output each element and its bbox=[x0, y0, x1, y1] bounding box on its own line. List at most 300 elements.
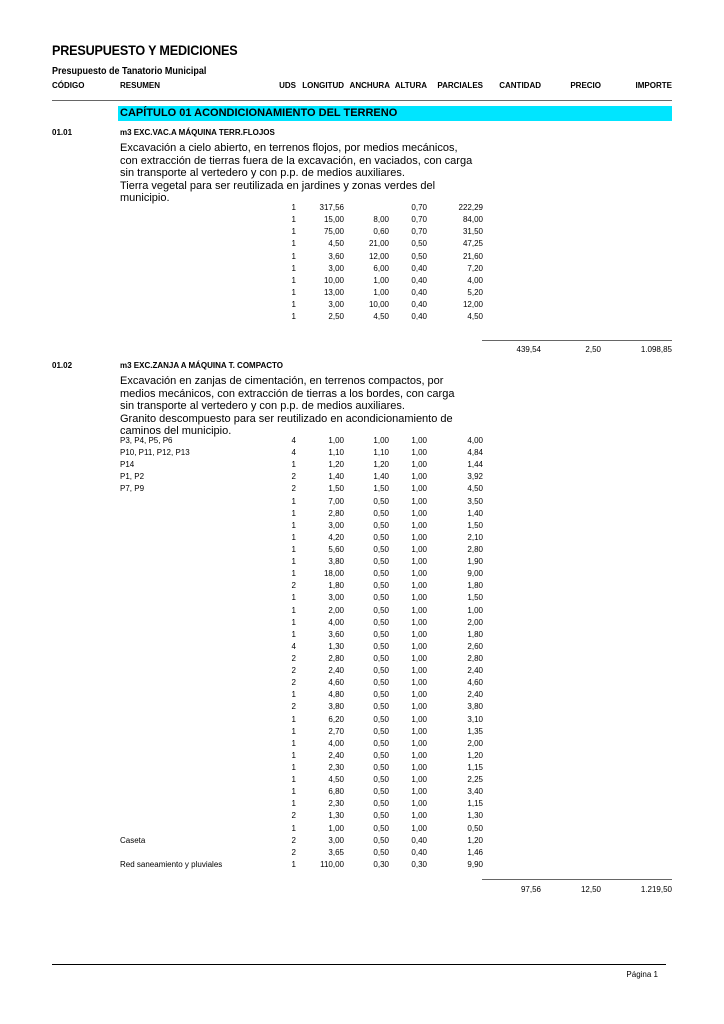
measurement-row bbox=[0, 300, 724, 312]
measure-parciales: 3,92 bbox=[467, 472, 483, 482]
measure-altura: 1,00 bbox=[411, 678, 427, 688]
measure-longitud: 1,00 bbox=[328, 436, 344, 445]
measure-anchura: 0,50 bbox=[373, 835, 389, 845]
measure-uds: 1 bbox=[291, 690, 296, 700]
document-subtitle: Presupuesto de Tanatorio Municipal bbox=[52, 66, 207, 77]
measure-anchura: 0,50 bbox=[373, 653, 389, 663]
measure-anchura: 0,50 bbox=[373, 557, 389, 567]
measure-anchura: 0,50 bbox=[373, 678, 389, 688]
measurement-row bbox=[0, 252, 724, 264]
measurement-row bbox=[0, 460, 724, 472]
measurement-row bbox=[0, 727, 724, 739]
measure-uds: 1 bbox=[291, 787, 296, 797]
measurement-row bbox=[0, 509, 724, 521]
measurement-row bbox=[0, 606, 724, 618]
measurement-row bbox=[0, 775, 724, 787]
measure-parciales: 5,20 bbox=[467, 288, 483, 298]
description-line: medios mecánicos, con extracción de tierras a los bordes, con carga bbox=[120, 387, 455, 400]
measure-anchura: 0,50 bbox=[373, 532, 389, 542]
page-number: Página 1 bbox=[626, 970, 658, 979]
measure-longitud: 4,00 bbox=[328, 617, 344, 627]
header-divider bbox=[52, 100, 672, 101]
measure-longitud: 4,20 bbox=[328, 532, 344, 542]
measurement-row bbox=[0, 654, 724, 666]
col-anchura: ANCHURA bbox=[349, 81, 390, 90]
measure-longitud: 18,00 bbox=[323, 569, 344, 579]
measure-parciales: 2,60 bbox=[467, 641, 483, 651]
measure-uds: 1 bbox=[291, 557, 296, 567]
measure-parciales: 21,60 bbox=[462, 251, 483, 261]
measure-longitud: 3,65 bbox=[328, 847, 344, 857]
measure-uds: 1 bbox=[291, 227, 296, 237]
measure-uds: 1 bbox=[291, 859, 296, 869]
measure-uds: 1 bbox=[291, 569, 296, 579]
measure-uds: 2 bbox=[291, 653, 296, 663]
measure-parciales: 4,84 bbox=[467, 448, 483, 458]
measure-longitud: 1,50 bbox=[328, 484, 344, 494]
footer-divider bbox=[52, 964, 666, 965]
measure-altura: 1,00 bbox=[411, 581, 427, 591]
measure-parciales: 1,80 bbox=[467, 629, 483, 639]
measure-uds: 1 bbox=[291, 629, 296, 639]
item-cantidad: 439,54 bbox=[516, 345, 541, 354]
measure-longitud: 4,00 bbox=[328, 738, 344, 748]
measure-longitud: 3,60 bbox=[328, 251, 344, 261]
measure-anchura: 0,50 bbox=[373, 593, 389, 603]
measure-parciales: 222,29 bbox=[458, 203, 483, 212]
measure-parciales: 1,46 bbox=[467, 847, 483, 857]
measure-altura: 1,00 bbox=[411, 484, 427, 494]
measurement-row bbox=[0, 678, 724, 690]
measure-uds: 2 bbox=[291, 847, 296, 857]
measure-uds: 1 bbox=[291, 593, 296, 603]
measure-uds: 1 bbox=[291, 775, 296, 785]
measure-altura: 0,70 bbox=[411, 215, 427, 225]
measure-parciales: 47,25 bbox=[462, 239, 483, 249]
measure-parciales: 4,00 bbox=[467, 275, 483, 285]
measure-anchura: 0,50 bbox=[373, 726, 389, 736]
measurement-row bbox=[0, 312, 724, 324]
measure-uds: 1 bbox=[291, 239, 296, 249]
measure-parciales: 1,20 bbox=[467, 835, 483, 845]
measure-parciales: 2,40 bbox=[467, 690, 483, 700]
measure-altura: 1,00 bbox=[411, 714, 427, 724]
measure-label: Red saneamiento y pluviales bbox=[120, 859, 223, 869]
measure-longitud: 1,10 bbox=[328, 448, 344, 458]
measure-anchura: 4,50 bbox=[373, 312, 389, 322]
measure-longitud: 4,60 bbox=[328, 678, 344, 688]
measure-uds: 1 bbox=[291, 496, 296, 506]
measure-altura: 1,00 bbox=[411, 726, 427, 736]
description-line: municipio. bbox=[120, 192, 170, 205]
measure-altura: 1,00 bbox=[411, 569, 427, 579]
measure-altura: 1,00 bbox=[411, 629, 427, 639]
measure-altura: 1,00 bbox=[411, 738, 427, 748]
measurement-row bbox=[0, 690, 724, 702]
measure-altura: 0,30 bbox=[411, 859, 427, 869]
measure-uds: 1 bbox=[291, 532, 296, 542]
measure-parciales: 1,00 bbox=[467, 605, 483, 615]
measure-anchura: 0,50 bbox=[373, 738, 389, 748]
measure-anchura: 0,50 bbox=[373, 629, 389, 639]
measure-parciales: 2,00 bbox=[467, 738, 483, 748]
chapter-heading: CAPÍTULO 01 ACONDICIONAMIENTO DEL TERRENO bbox=[118, 106, 672, 121]
measure-longitud: 3,00 bbox=[328, 593, 344, 603]
measure-altura: 1,00 bbox=[411, 593, 427, 603]
measure-uds: 4 bbox=[291, 448, 296, 458]
measure-uds: 1 bbox=[291, 215, 296, 225]
measure-anchura: 0,50 bbox=[373, 787, 389, 797]
measure-parciales: 7,20 bbox=[467, 263, 483, 273]
measure-parciales: 1,20 bbox=[467, 750, 483, 760]
measure-altura: 1,00 bbox=[411, 605, 427, 615]
measurement-row bbox=[0, 264, 724, 276]
measure-altura: 1,00 bbox=[411, 653, 427, 663]
measure-longitud: 2,80 bbox=[328, 653, 344, 663]
measure-anchura: 1,40 bbox=[373, 472, 389, 482]
measurement-row bbox=[0, 557, 724, 569]
measure-label: P3, P4, P5, P6 bbox=[120, 436, 173, 445]
measure-altura: 0,70 bbox=[411, 203, 427, 212]
measure-uds: 1 bbox=[291, 726, 296, 736]
total-divider bbox=[482, 340, 672, 341]
measure-altura: 1,00 bbox=[411, 460, 427, 470]
measure-longitud: 1,30 bbox=[328, 641, 344, 651]
total-divider bbox=[482, 879, 672, 880]
measure-uds: 2 bbox=[291, 702, 296, 712]
measure-parciales: 1,50 bbox=[467, 593, 483, 603]
measure-altura: 1,00 bbox=[411, 532, 427, 542]
measure-longitud: 75,00 bbox=[323, 227, 344, 237]
measure-longitud: 2,40 bbox=[328, 750, 344, 760]
measure-altura: 1,00 bbox=[411, 508, 427, 518]
measure-parciales: 0,50 bbox=[467, 823, 483, 833]
measure-label: P10, P11, P12, P13 bbox=[120, 448, 190, 458]
item-unit-name: m3 EXC.VAC.A MÁQUINA TERR.FLOJOS bbox=[120, 128, 275, 137]
measure-parciales: 84,00 bbox=[462, 215, 483, 225]
measure-parciales: 1,40 bbox=[467, 508, 483, 518]
measure-parciales: 1,44 bbox=[467, 460, 483, 470]
measure-uds: 1 bbox=[291, 312, 296, 322]
measure-uds: 1 bbox=[291, 544, 296, 554]
measurement-row bbox=[0, 593, 724, 605]
measure-parciales: 2,80 bbox=[467, 544, 483, 554]
measurement-row bbox=[0, 824, 724, 836]
measure-uds: 2 bbox=[291, 472, 296, 482]
measure-altura: 0,70 bbox=[411, 227, 427, 237]
measure-parciales: 2,00 bbox=[467, 617, 483, 627]
measurement-row bbox=[0, 545, 724, 557]
measure-anchura: 8,00 bbox=[373, 215, 389, 225]
measure-label: P14 bbox=[120, 460, 135, 470]
measurement-row bbox=[0, 497, 724, 509]
measurement-row bbox=[0, 448, 724, 460]
measure-longitud: 2,30 bbox=[328, 799, 344, 809]
measure-anchura: 0,50 bbox=[373, 799, 389, 809]
measure-longitud: 6,80 bbox=[328, 787, 344, 797]
measure-longitud: 1,30 bbox=[328, 811, 344, 821]
measure-anchura: 0,50 bbox=[373, 690, 389, 700]
item-importe: 1.098,85 bbox=[640, 345, 672, 354]
measure-longitud: 1,00 bbox=[328, 823, 344, 833]
item-code: 01.01 bbox=[52, 128, 73, 137]
measure-label: Caseta bbox=[120, 835, 146, 845]
measure-label: P7, P9 bbox=[120, 484, 145, 494]
measure-longitud: 2,80 bbox=[328, 508, 344, 518]
measure-longitud: 4,50 bbox=[328, 775, 344, 785]
measure-longitud: 2,30 bbox=[328, 762, 344, 772]
measurement-row bbox=[0, 569, 724, 581]
measurement-row bbox=[0, 630, 724, 642]
measure-parciales: 9,90 bbox=[467, 859, 483, 869]
measure-uds: 2 bbox=[291, 678, 296, 688]
measure-altura: 0,40 bbox=[411, 263, 427, 273]
measure-longitud: 317,56 bbox=[319, 203, 344, 212]
measure-longitud: 3,60 bbox=[328, 629, 344, 639]
measure-uds: 1 bbox=[291, 263, 296, 273]
measure-parciales: 3,40 bbox=[467, 787, 483, 797]
measure-altura: 1,00 bbox=[411, 775, 427, 785]
measurement-row bbox=[0, 666, 724, 678]
measure-uds: 1 bbox=[291, 714, 296, 724]
measure-longitud: 6,20 bbox=[328, 714, 344, 724]
measure-altura: 0,40 bbox=[411, 835, 427, 845]
measure-parciales: 1,15 bbox=[467, 762, 483, 772]
measurement-row bbox=[0, 581, 724, 593]
measure-altura: 0,40 bbox=[411, 847, 427, 857]
measure-altura: 0,40 bbox=[411, 288, 427, 298]
measure-parciales: 31,50 bbox=[462, 227, 483, 237]
col-altura: ALTURA bbox=[394, 81, 427, 90]
measure-altura: 1,00 bbox=[411, 436, 427, 445]
measure-uds: 2 bbox=[291, 811, 296, 821]
measure-parciales: 1,30 bbox=[467, 811, 483, 821]
measurement-row bbox=[0, 533, 724, 545]
measure-altura: 1,00 bbox=[411, 544, 427, 554]
measure-parciales: 2,10 bbox=[467, 532, 483, 542]
measure-longitud: 2,70 bbox=[328, 726, 344, 736]
measure-anchura: 1,50 bbox=[373, 484, 389, 494]
measure-anchura: 1,10 bbox=[373, 448, 389, 458]
measure-altura: 1,00 bbox=[411, 787, 427, 797]
measurement-row bbox=[0, 860, 724, 872]
item-importe: 1.219,50 bbox=[640, 885, 672, 894]
description-line: sin transporte al vertedero y con p.p. de medios auxiliares. bbox=[120, 400, 405, 413]
measure-uds: 1 bbox=[291, 762, 296, 772]
col-precio: PRECIO bbox=[570, 81, 601, 90]
col-parciales: PARCIALES bbox=[437, 81, 483, 90]
measure-anchura: 0,50 bbox=[373, 702, 389, 712]
col-uds: UDS bbox=[279, 81, 296, 90]
measure-altura: 0,40 bbox=[411, 312, 427, 322]
measure-altura: 1,00 bbox=[411, 448, 427, 458]
measure-longitud: 3,00 bbox=[328, 835, 344, 845]
measure-anchura: 0,50 bbox=[373, 496, 389, 506]
item-description bbox=[120, 142, 480, 205]
measure-parciales: 4,50 bbox=[467, 484, 483, 494]
measurement-row bbox=[0, 763, 724, 775]
measure-longitud: 3,00 bbox=[328, 520, 344, 530]
measure-altura: 1,00 bbox=[411, 496, 427, 506]
measure-altura: 0,50 bbox=[411, 239, 427, 249]
measurement-row bbox=[0, 836, 724, 848]
measure-uds: 1 bbox=[291, 300, 296, 310]
measure-anchura: 1,00 bbox=[373, 288, 389, 298]
measurement-row bbox=[0, 239, 724, 251]
measurement-row bbox=[0, 215, 724, 227]
measure-anchura: 1,00 bbox=[373, 436, 389, 445]
measure-uds: 1 bbox=[291, 275, 296, 285]
measure-anchura: 0,60 bbox=[373, 227, 389, 237]
measure-parciales: 3,10 bbox=[467, 714, 483, 724]
measure-uds: 1 bbox=[291, 750, 296, 760]
measure-longitud: 15,00 bbox=[323, 215, 344, 225]
measure-parciales: 4,50 bbox=[467, 312, 483, 322]
measurement-row bbox=[0, 702, 724, 714]
measure-uds: 1 bbox=[291, 799, 296, 809]
description-line: Granito descompuesto para ser reutilizado en acondicionamiento de bbox=[120, 412, 453, 425]
measure-longitud: 3,80 bbox=[328, 702, 344, 712]
description-line: con extracción de tierras fuera de la excavación, en vaciados, con carga bbox=[120, 154, 473, 167]
measure-longitud: 4,50 bbox=[328, 239, 344, 249]
col-importe: IMPORTE bbox=[635, 81, 672, 90]
measure-anchura: 0,30 bbox=[373, 859, 389, 869]
measure-uds: 1 bbox=[291, 203, 296, 212]
measure-parciales: 9,00 bbox=[467, 569, 483, 579]
item-precio: 12,50 bbox=[580, 885, 601, 894]
measure-anchura: 0,50 bbox=[373, 775, 389, 785]
measure-parciales: 1,35 bbox=[467, 726, 483, 736]
measure-parciales: 4,00 bbox=[467, 436, 483, 445]
measurement-row bbox=[0, 484, 724, 496]
measure-parciales: 2,25 bbox=[467, 775, 483, 785]
measure-longitud: 1,40 bbox=[328, 472, 344, 482]
measure-altura: 0,40 bbox=[411, 300, 427, 310]
measure-uds: 2 bbox=[291, 666, 296, 676]
measure-altura: 1,00 bbox=[411, 666, 427, 676]
measure-uds: 4 bbox=[291, 641, 296, 651]
measure-parciales: 3,80 bbox=[467, 702, 483, 712]
measure-longitud: 3,00 bbox=[328, 263, 344, 273]
measure-uds: 1 bbox=[291, 251, 296, 261]
measure-altura: 1,00 bbox=[411, 520, 427, 530]
measure-altura: 1,00 bbox=[411, 690, 427, 700]
measure-altura: 1,00 bbox=[411, 811, 427, 821]
measure-altura: 1,00 bbox=[411, 762, 427, 772]
measure-anchura: 10,00 bbox=[368, 300, 389, 310]
measure-altura: 1,00 bbox=[411, 799, 427, 809]
measure-uds: 1 bbox=[291, 508, 296, 518]
measure-uds: 1 bbox=[291, 738, 296, 748]
item-cantidad: 97,56 bbox=[520, 885, 541, 894]
measure-anchura: 0,50 bbox=[373, 714, 389, 724]
measure-uds: 2 bbox=[291, 835, 296, 845]
item-code: 01.02 bbox=[52, 361, 73, 370]
measure-anchura: 1,00 bbox=[373, 275, 389, 285]
measure-parciales: 1,15 bbox=[467, 799, 483, 809]
measure-anchura: 12,00 bbox=[368, 251, 389, 261]
measure-uds: 1 bbox=[291, 288, 296, 298]
measurement-row bbox=[0, 811, 724, 823]
measure-parciales: 1,80 bbox=[467, 581, 483, 591]
measure-altura: 1,00 bbox=[411, 472, 427, 482]
measurement-row bbox=[0, 642, 724, 654]
measure-altura: 1,00 bbox=[411, 702, 427, 712]
measure-altura: 0,50 bbox=[411, 251, 427, 261]
measure-anchura: 0,50 bbox=[373, 569, 389, 579]
measure-anchura: 0,50 bbox=[373, 641, 389, 651]
col-codigo: CÓDIGO bbox=[52, 81, 85, 90]
description-line: sin transporte al vertedero y con p.p. de medios auxiliares. bbox=[120, 167, 405, 180]
measure-uds: 4 bbox=[291, 436, 296, 445]
measure-anchura: 0,50 bbox=[373, 847, 389, 857]
measure-anchura: 0,50 bbox=[373, 666, 389, 676]
col-cantidad: CANTIDAD bbox=[499, 81, 541, 90]
description-line: Excavación a cielo abierto, en terrenos flojos, por medios mecánicos, bbox=[120, 142, 458, 154]
measure-parciales: 2,40 bbox=[467, 666, 483, 676]
measure-anchura: 1,20 bbox=[373, 460, 389, 470]
measure-longitud: 2,50 bbox=[328, 312, 344, 322]
measure-anchura: 0,50 bbox=[373, 605, 389, 615]
item-unit-name: m3 EXC.ZANJA A MÁQUINA T. COMPACTO bbox=[120, 361, 283, 370]
measure-label: P1, P2 bbox=[120, 472, 145, 482]
measure-longitud: 3,80 bbox=[328, 557, 344, 567]
measure-uds: 1 bbox=[291, 605, 296, 615]
measure-longitud: 13,00 bbox=[323, 288, 344, 298]
measurement-row bbox=[0, 715, 724, 727]
measure-anchura: 0,50 bbox=[373, 750, 389, 760]
measure-uds: 1 bbox=[291, 617, 296, 627]
measure-altura: 1,00 bbox=[411, 641, 427, 651]
measure-parciales: 1,50 bbox=[467, 520, 483, 530]
measure-altura: 1,00 bbox=[411, 617, 427, 627]
measure-longitud: 1,80 bbox=[328, 581, 344, 591]
measure-longitud: 110,00 bbox=[320, 859, 344, 869]
measure-parciales: 1,90 bbox=[467, 557, 483, 567]
measure-parciales: 4,60 bbox=[467, 678, 483, 688]
measure-anchura: 0,50 bbox=[373, 544, 389, 554]
measure-anchura: 0,50 bbox=[373, 581, 389, 591]
description-line: Excavación en zanjas de cimentación, en terrenos compactos, por bbox=[120, 375, 444, 387]
measurement-row bbox=[0, 276, 724, 288]
measure-altura: 1,00 bbox=[411, 557, 427, 567]
measure-anchura: 0,50 bbox=[373, 508, 389, 518]
measurement-row bbox=[0, 799, 724, 811]
measurement-row bbox=[0, 227, 724, 239]
measure-longitud: 4,80 bbox=[328, 690, 344, 700]
measure-anchura: 0,50 bbox=[373, 762, 389, 772]
description-line: Tierra vegetal para ser reutilizada en jardines y zonas verdes del bbox=[120, 179, 436, 192]
measurement-row bbox=[0, 848, 724, 860]
item-precio: 2,50 bbox=[585, 345, 601, 354]
measurement-row bbox=[0, 288, 724, 300]
measure-anchura: 6,00 bbox=[373, 263, 389, 273]
col-longitud: LONGITUD bbox=[302, 81, 344, 90]
measure-uds: 2 bbox=[291, 484, 296, 494]
measure-anchura: 0,50 bbox=[373, 823, 389, 833]
measure-anchura: 0,50 bbox=[373, 617, 389, 627]
measure-longitud: 1,20 bbox=[328, 460, 344, 470]
measurement-row bbox=[0, 618, 724, 630]
measure-longitud: 7,00 bbox=[328, 496, 344, 506]
measure-longitud: 2,40 bbox=[328, 666, 344, 676]
measure-anchura: 0,50 bbox=[373, 811, 389, 821]
measure-altura: 0,40 bbox=[411, 275, 427, 285]
measure-altura: 1,00 bbox=[411, 750, 427, 760]
measure-parciales: 12,00 bbox=[462, 300, 483, 310]
measurement-row bbox=[0, 436, 724, 448]
measure-uds: 1 bbox=[291, 823, 296, 833]
